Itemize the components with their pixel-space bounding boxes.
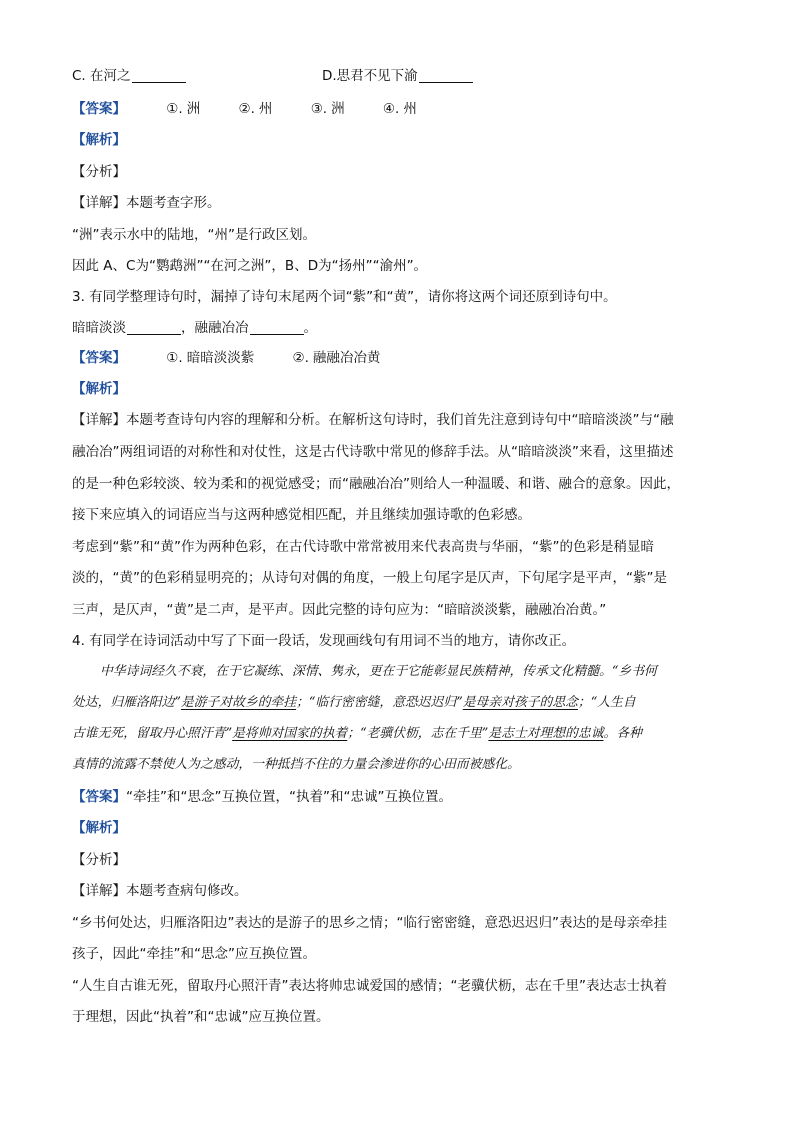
underlined-sentence: 是游子对故乡的牵挂 (180, 695, 297, 710)
q4-detail-line: 于理想，因此“执着”和“忠诚”应互换位置。 (72, 1009, 330, 1025)
q4-passage-line (72, 724, 722, 744)
option-d (322, 66, 473, 86)
q4-jiexi-label: 【解析】 (72, 820, 126, 836)
q4-detail-line: “人生自古谁无死，留取丹心照汗青”表达将帅忠诚爱国的感情；“老骥伏枥，志在千里”表达志士执着 (72, 978, 667, 994)
answer-label: 【答案】 (72, 789, 126, 805)
answer-num: ④. (382, 101, 400, 117)
detail-label: 【详解】 (72, 412, 126, 428)
detail-text: 本题考查病句修改。 (126, 883, 248, 899)
detail-text: 本题考查字形。 (126, 195, 221, 211)
q3-fill-row (72, 318, 722, 338)
q4-detail-line: 孩子，因此“牵挂”和“思念”应互换位置。 (72, 946, 316, 962)
answer-num: ②. (292, 350, 309, 366)
q4-fenxi-label: 【分析】 (72, 852, 126, 868)
passage-text: 古谁无死，留取丹心照汗青” (72, 726, 233, 741)
answer-item (166, 348, 254, 368)
q2-jiexi-label: 【解析】 (72, 132, 126, 148)
q2-detail-row (72, 193, 722, 213)
q3-detail-line: 考虑到“紫”和“黄”作为两种色彩，在古代诗歌中常常被用来代表高贵与华丽，“紫”的色彩是稍显暗 (72, 539, 654, 555)
detail-text: 本题考查诗句内容的理解和分析。在解析这句诗时，我们首先注意到诗句中“暗暗淡淡”与“融 (126, 412, 674, 428)
underlined-sentence: 是志士对理想的忠诚 (488, 726, 604, 741)
detail-label: 【详解】 (72, 883, 126, 899)
answer-num: ②. (238, 101, 255, 117)
blank (419, 68, 473, 83)
q3-detail-line: 融冶冶”两组词语的对称性和对仗性，这是古代诗歌中常见的修辞手法。从“暗暗淡淡”来看，这里描述 (72, 444, 674, 460)
blank (127, 320, 181, 335)
answer-item (166, 99, 200, 119)
q2-fenxi-label: 【分析】 (72, 164, 126, 180)
q4-question: 4. 有同学在诗词活动中写了下面一段话，发现画线句有用词不当的地方，请你改正。 (72, 633, 576, 649)
q3-question: 3. 有同学整理诗句时，漏掉了诗句末尾两个词“紫”和“黄”，请你将这两个词还原到诗句中。 (72, 289, 617, 305)
answer-text: “牵挂”和“思念”互换位置，“执着”和“忠诚”互换位置。 (126, 789, 452, 805)
q4-passage-line: 真情的流露不禁使人为之感动，一种抵挡不住的力量会渗进你的心田而被感化。 (72, 757, 520, 772)
option-d-text: D.思君不见下渝 (322, 68, 418, 84)
passage-text: 。各种 (603, 726, 642, 741)
underlined-sentence: 是母亲对孩子的思念 (462, 695, 578, 710)
answer-num: ③. (310, 101, 328, 117)
blank (250, 320, 304, 335)
q2-detail-line: 因此 A、C为“鹦鹉洲”“在河之洲”，B、D为“扬州”“渝州”。 (72, 258, 428, 274)
q4-detail-line: “乡书何处达，归雁洛阳边”表达的是游子的思乡之情；“临行密密缝，意恐迟迟归”表达的是母亲牵挂 (72, 915, 667, 931)
q3-answer-row (72, 348, 722, 368)
answer-item (311, 99, 345, 119)
q3-fill-text: ，融融冶冶 (181, 320, 249, 336)
q4-passage-line: 中华诗词经久不衰，在于它凝练、深情、隽永，更在于它能彰显民族精神，传承文化精髓。“乡书何 (100, 664, 657, 679)
answer-item (383, 99, 417, 119)
answer-label: 【答案】 (72, 350, 126, 366)
answer-num: ①. (166, 101, 183, 117)
blank (132, 68, 186, 83)
answer-val: 州 (258, 101, 273, 117)
passage-text: ；“老骥伏枥，志在千里” (347, 726, 489, 741)
passage-text: 处达，归雁洛阳边” (72, 695, 181, 710)
q2-options-row (72, 66, 722, 86)
option-c (72, 66, 186, 86)
q3-fill-text: 暗暗淡淡 (72, 320, 126, 336)
passage-text: ；“临行密密缝，意恐迟迟归” (296, 695, 463, 710)
q4-detail-row (72, 881, 722, 901)
q3-detail-line: 淡的，“黄”的色彩稍显明亮的；从诗句对偶的角度，一般上句尾字是仄声，下句尾字是平声，“紫”是 (72, 570, 667, 586)
answer-label: 【答案】 (72, 101, 126, 117)
answer-val: 融融冶冶黄 (312, 350, 381, 366)
answer-val: 暗暗淡淡紫 (186, 350, 255, 366)
answer-val: 州 (403, 101, 417, 117)
q3-jiexi-label: 【解析】 (72, 381, 126, 397)
passage-text: ；“人生自 (577, 695, 636, 710)
q4-answer-row (72, 787, 722, 807)
q4-passage-line (72, 693, 722, 713)
underlined-sentence: 是将帅对国家的执着 (232, 726, 348, 741)
option-c-text: C. 在河之 (72, 68, 131, 84)
answer-item (239, 99, 273, 119)
q3-detail-row (72, 410, 722, 430)
answer-val: 洲 (331, 101, 345, 117)
q3-detail-line: 的是一种色彩较淡、较为柔和的视觉感受；而“融融冶冶”则给人一种温暖、和谐、融合的意象。因此， (72, 476, 680, 492)
q3-fill-text: 。 (303, 320, 317, 336)
q3-detail-line: 三声，是仄声，“黄”是二声，是平声。因此完整的诗句应为：“暗暗淡淡紫，融融冶冶黄。” (72, 602, 607, 618)
detail-label: 【详解】 (72, 195, 126, 211)
q2-detail-line: “洲”表示水中的陆地，“州”是行政区划。 (72, 227, 316, 243)
answer-num: ①. (166, 350, 183, 366)
q2-answer-row (72, 99, 722, 119)
q3-detail-line: 接下来应填入的词语应当与这两种感觉相匹配，并且继续加强诗歌的色彩感。 (72, 507, 531, 523)
answer-item (293, 348, 381, 368)
answer-val: 洲 (186, 101, 201, 117)
